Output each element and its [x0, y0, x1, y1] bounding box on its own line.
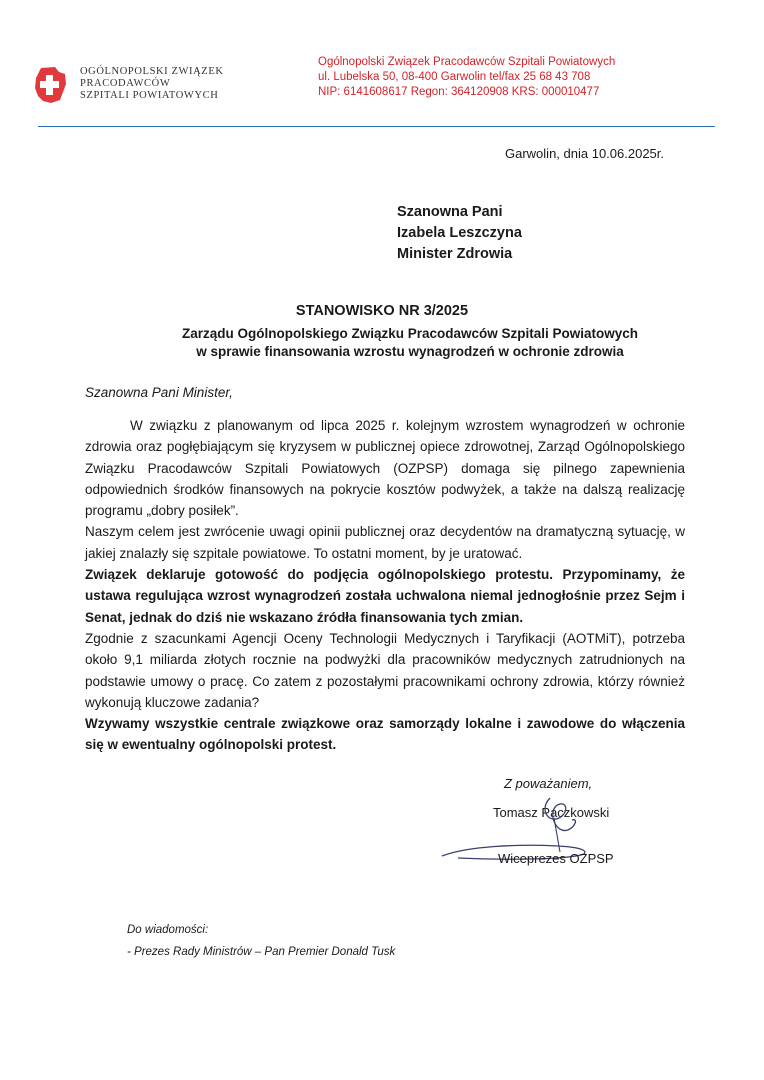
paragraph-2: Naszym celem jest zwrócenie uwagi opinii publicznej oraz decydentów na dramatyczną sytuację, w jakiej znalazły się szpitale powiatowe. To ostatni moment, by je uratować.: [85, 524, 685, 561]
letterhead-contact: [318, 55, 615, 100]
addressee-block: [397, 202, 522, 265]
paragraph-4: Zgodnie z szacunkami Agencji Oceny Technologii Medycznych i Taryfikacji (AOTMiT), potrzeba około 9,1 miliarda złotych rocznie na podwyżki dla pracowników medycznych zatrudnionych na podstawie umowy o pracę. Co zatem z pozostałymi pracownikami ochrony zdrowia, którzy również wykonują kluczowe zadania?: [85, 630, 685, 710]
paragraph-3: Związek deklaruje gotowość do podjęcia ogólnopolskiego protestu. Przypominamy, że ustawa regulująca wzrost wynagrodzeń została uchwalona niemal jednogłośnie przez Sejm i Senat, jednak do dziś nie wskazano źródła finansowania tych zmian.: [85, 567, 685, 625]
org-name-line: PRACODAWCÓW: [80, 78, 171, 89]
salutation: Szanowna Pani Minister,: [85, 385, 233, 400]
signer-name: Tomasz Paczkowski: [493, 805, 610, 820]
addressee-greeting: Szanowna Pani: [397, 204, 503, 220]
letter-body: [85, 415, 685, 756]
addressee-title: Minister Zdrowia: [397, 246, 513, 262]
signer-role: Wiceprezes OZPSP: [498, 851, 614, 866]
subtitle-line: Zarządu Ogólnopolskiego Związku Pracodawców Szpitali Powiatowych: [181, 326, 639, 341]
header-divider: [38, 126, 715, 127]
subtitle-line: w sprawie finansowania wzrostu wynagrodzeń w ochronie zdrowia: [196, 344, 624, 359]
org-name-logotype: [80, 66, 224, 102]
paragraph-5: Wzywamy wszystkie centrale związkowe oraz samorządy lokalne i zawodowe do włączenia się w ewentualny ogólnopolski protest.: [85, 716, 685, 753]
letterhead-registry: NIP: 6141608617 Regon: 364120908 KRS: 000010477: [318, 86, 600, 98]
letter-date: Garwolin, dnia 10.06.2025r.: [505, 146, 664, 161]
closing-regards: Z poważaniem,: [504, 776, 593, 791]
org-name-line: SZPITALI POWIATOWYCH: [80, 90, 219, 101]
cc-label: Do wiadomości:: [127, 924, 209, 936]
cc-recipient: - Prezes Rady Ministrów – Pan Premier Donald Tusk: [127, 946, 396, 958]
letterhead-address: ul. Lubelska 50, 08-400 Garwolin tel/fax 25 68 43 708: [318, 71, 591, 83]
document-title: STANOWISKO NR 3/2025: [295, 303, 469, 319]
org-name-line: OGÓLNOPOLSKI ZWIĄZEK: [80, 66, 224, 77]
addressee-name: Izabela Leszczyna: [397, 225, 522, 241]
document-subtitle: [150, 325, 670, 361]
paragraph-1: W związku z planowanym od lipca 2025 r. kolejnym wzrostem wynagrodzeń w ochronie zdrowia oraz pogłębiającym się kryzysem w publicznej opiece zdrowotnej, Zarząd Ogólnopolskiego Związku Pracodawców Szpitali Powiatowych (OZPSP) domaga się pilnego zapewnienia odpowiednich środków finansowych na pokrycie kosztów podwyżek, a także na dalszą realizację programu „dobry posiłek”.: [85, 418, 685, 519]
letterhead-org-name: Ogólnopolski Związek Pracodawców Szpitali Powiatowych: [318, 56, 616, 68]
red-cross-map-logo-icon: [33, 66, 67, 104]
